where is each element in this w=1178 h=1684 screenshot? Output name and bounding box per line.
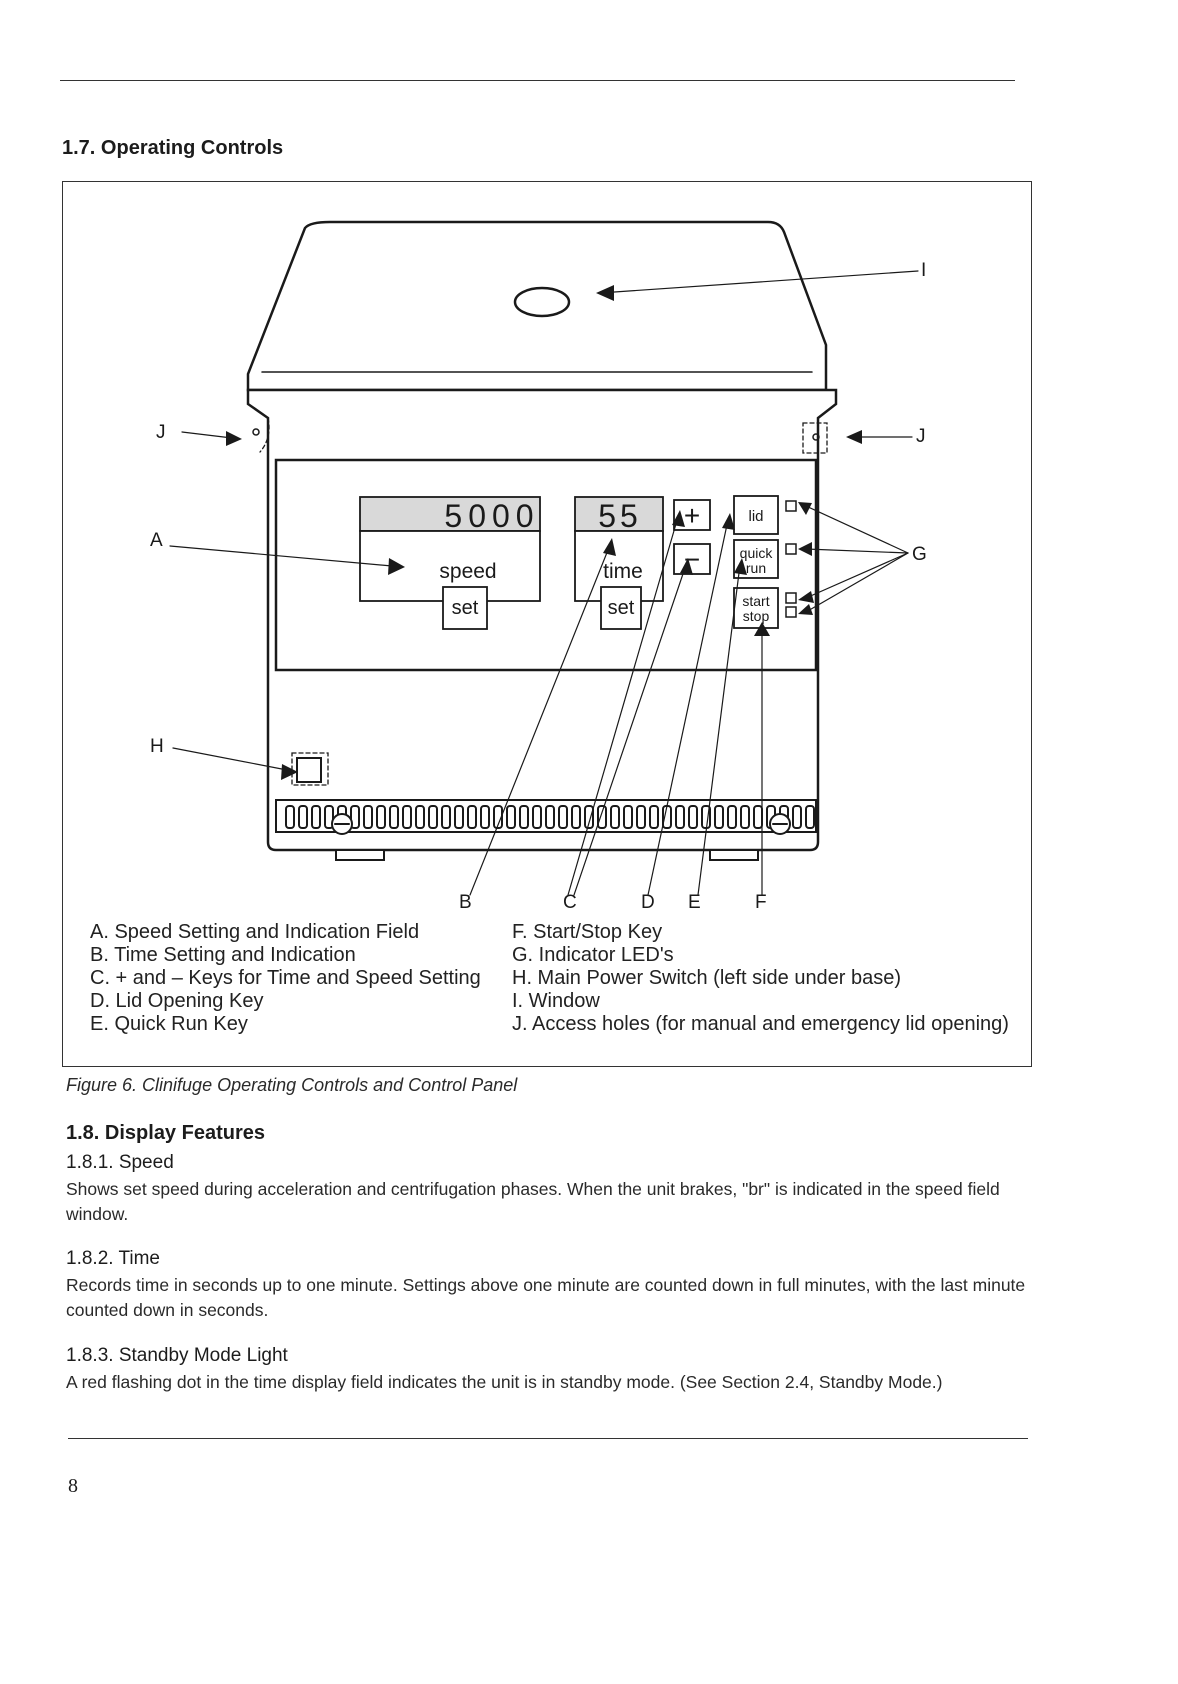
vent-slot bbox=[481, 806, 489, 828]
vent-slot bbox=[468, 806, 476, 828]
start-stop-key-label-2: stop bbox=[742, 608, 770, 624]
vent-slot bbox=[741, 806, 749, 828]
callout-A: A bbox=[150, 530, 163, 551]
vent-slot bbox=[806, 806, 814, 828]
legend-item: E. Quick Run Key bbox=[90, 1013, 248, 1035]
page-number: 8 bbox=[68, 1475, 78, 1497]
callout-G: G bbox=[912, 544, 927, 565]
vent-slot bbox=[520, 806, 528, 828]
vent-slot bbox=[403, 806, 411, 828]
legend-item: H. Main Power Switch (left side under base) bbox=[512, 967, 902, 989]
section-heading: 1.7. Operating Controls bbox=[62, 137, 284, 159]
time-label: time bbox=[603, 560, 643, 583]
speed-set-key-label: set bbox=[451, 597, 479, 619]
legend-item: G. Indicator LED's bbox=[512, 944, 674, 966]
vent-slot bbox=[416, 806, 424, 828]
start-stop-key-label-1: start bbox=[742, 593, 770, 609]
legend-item: C. + and – Keys for Time and Speed Setting bbox=[90, 967, 481, 989]
legend-item: D. Lid Opening Key bbox=[90, 990, 264, 1012]
legend-item: F. Start/Stop Key bbox=[512, 921, 663, 943]
quick-run-key-label-1: quick bbox=[739, 545, 773, 561]
callout-D: D bbox=[641, 892, 655, 913]
legend-item: B. Time Setting and Indication bbox=[90, 944, 356, 966]
legend-right bbox=[512, 921, 1009, 1036]
vent-slot bbox=[286, 806, 294, 828]
vent-slot bbox=[559, 806, 567, 828]
vent-slot bbox=[715, 806, 723, 828]
callout-I: I bbox=[921, 260, 927, 281]
vent-slot bbox=[598, 806, 606, 828]
time-display-value: 55 bbox=[598, 498, 642, 534]
callout-J-right: J bbox=[916, 426, 926, 447]
vent-slot bbox=[793, 806, 801, 828]
vent-slot bbox=[546, 806, 554, 828]
vent-slot bbox=[611, 806, 619, 828]
time-set-key-label: set bbox=[607, 597, 635, 619]
speed-label: speed bbox=[439, 560, 497, 583]
window-icon bbox=[515, 288, 569, 316]
time-subheading: 1.8.2. Time bbox=[66, 1248, 160, 1269]
time-paragraph: Records time in seconds up to one minute. Settings above one minute are counted down in full minutes, with the last minute counted down in seconds. bbox=[66, 1275, 1026, 1320]
display-features-heading: 1.8. Display Features bbox=[66, 1122, 265, 1144]
vent-slot bbox=[299, 806, 307, 828]
standby-paragraph: A red flashing dot in the time display field indicates the unit is in standby mode. (See Section 2.4, Standby Mode.) bbox=[66, 1372, 943, 1392]
vent-slot bbox=[390, 806, 398, 828]
callout-C: C bbox=[563, 892, 577, 913]
callout-B: B bbox=[459, 892, 472, 913]
vent-slot bbox=[377, 806, 385, 828]
legend-item: I. Window bbox=[512, 990, 600, 1012]
vent-slot bbox=[455, 806, 463, 828]
quick-run-key-label-2: run bbox=[745, 560, 767, 576]
vent-slot bbox=[442, 806, 450, 828]
legend-item: A. Speed Setting and Indication Field bbox=[90, 921, 420, 943]
bottom-rule bbox=[68, 1438, 1028, 1439]
legend-item: J. Access holes (for manual and emergency lid opening) bbox=[512, 1013, 1009, 1035]
figure-caption: Figure 6. Clinifuge Operating Controls and Control Panel bbox=[66, 1075, 518, 1095]
speed-paragraph: Shows set speed during acceleration and centrifugation phases. When the unit brakes, "br" is indicated in the speed field window. bbox=[66, 1179, 1000, 1224]
vent-slot bbox=[507, 806, 515, 828]
vent-slot bbox=[364, 806, 372, 828]
vent-slot bbox=[754, 806, 762, 828]
vent-slot bbox=[572, 806, 580, 828]
callout-F: F bbox=[755, 892, 767, 913]
vent-slot bbox=[533, 806, 541, 828]
callout-J-left: J bbox=[156, 422, 166, 443]
speed-subheading: 1.8.1. Speed bbox=[66, 1152, 174, 1173]
vent-slot bbox=[312, 806, 320, 828]
top-rule bbox=[60, 80, 1015, 81]
vent-slot bbox=[429, 806, 437, 828]
standby-subheading: 1.8.3. Standby Mode Light bbox=[66, 1345, 288, 1366]
callout-E: E bbox=[688, 892, 701, 913]
vent-slot bbox=[728, 806, 736, 828]
plus-key-label: + bbox=[683, 500, 701, 531]
vent-slot bbox=[637, 806, 645, 828]
lid-key-label: lid bbox=[748, 508, 764, 525]
minus-key-label: − bbox=[683, 544, 701, 575]
vent-slot bbox=[676, 806, 684, 828]
legend-left bbox=[90, 921, 481, 1036]
vent-slot bbox=[624, 806, 632, 828]
vent-slot bbox=[650, 806, 658, 828]
speed-display-value: 5000 bbox=[444, 498, 540, 534]
vent-slots bbox=[286, 806, 814, 828]
vent-slot bbox=[689, 806, 697, 828]
callout-H: H bbox=[150, 736, 164, 757]
